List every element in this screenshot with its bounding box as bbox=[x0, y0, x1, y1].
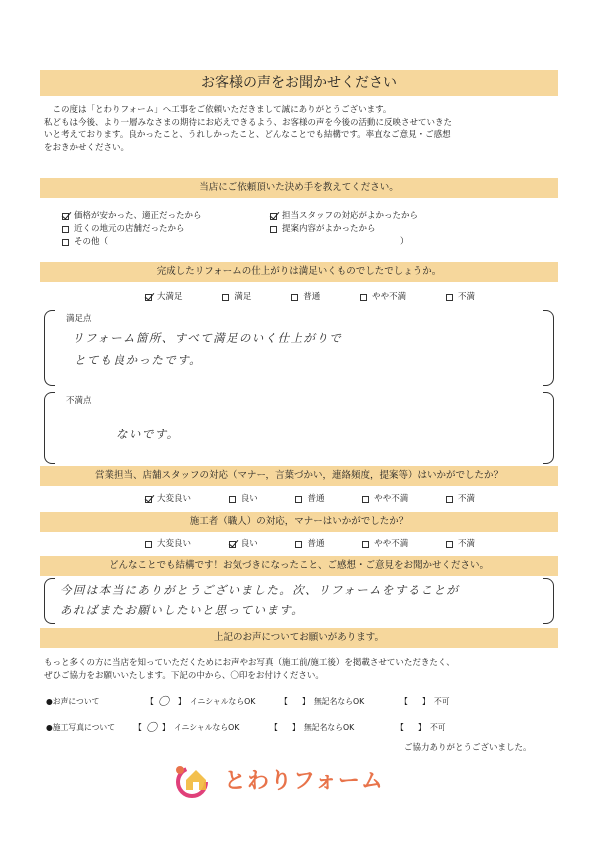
rating-option[interactable]: 普通 bbox=[291, 291, 320, 303]
checkbox[interactable] bbox=[295, 496, 302, 503]
checkbox[interactable] bbox=[62, 213, 69, 220]
checkbox[interactable] bbox=[270, 226, 277, 233]
company-logo bbox=[172, 758, 384, 800]
unsatisfied-label: 不満点 bbox=[66, 396, 92, 406]
bracket-open: 【 bbox=[146, 697, 154, 706]
bracket-open[interactable]: 【 bbox=[280, 697, 288, 706]
intro-line: をおきかせください。 bbox=[44, 142, 130, 153]
q1-option[interactable]: 提案内容がよかったから bbox=[270, 223, 376, 235]
checkbox[interactable] bbox=[62, 226, 69, 233]
circle-mark[interactable]: 〇 bbox=[146, 721, 157, 734]
q1-heading: 当店にご依頼頂いた決め手を教えてください。 bbox=[40, 178, 558, 198]
bracket-open: 【 bbox=[134, 723, 142, 732]
checkbox[interactable] bbox=[446, 294, 453, 301]
bracket-close: 】 bbox=[292, 723, 300, 732]
consent-option: イニシャルならOK bbox=[174, 723, 240, 732]
request-text bbox=[44, 657, 556, 683]
q3-heading: 営業担当、店舗スタッフの対応（マナー，言葉づかい，連絡頻度，提案等）はいかがでしたか？ bbox=[40, 466, 558, 486]
request-line: もっと多くの方に当店を知っていただくためにお声やお写真（施工前/施工後）を掲載させていただきたく、 bbox=[44, 658, 455, 668]
handwritten-text: 今回は本当にありがとうございました。次、リフォームをすることが bbox=[60, 583, 460, 597]
handwritten-text: とても良かったです。 bbox=[74, 353, 203, 367]
rating-option[interactable]: 良い bbox=[229, 493, 258, 505]
checkbox[interactable] bbox=[291, 294, 298, 301]
bracket-close: 】 bbox=[302, 697, 310, 706]
q2-rating bbox=[145, 291, 475, 303]
bracket-open[interactable]: 【 bbox=[400, 697, 408, 706]
checkbox[interactable] bbox=[446, 541, 453, 548]
q3-rating bbox=[145, 493, 475, 505]
rating-option[interactable]: やや不満 bbox=[362, 538, 408, 550]
rating-option[interactable]: 満足 bbox=[222, 291, 251, 303]
circle-mark[interactable]: 〇 bbox=[158, 695, 169, 708]
bracket-close: 】 bbox=[422, 697, 430, 706]
checkbox[interactable] bbox=[145, 496, 152, 503]
request-line: ぜひご協力をお願いいたします。下記の中から、〇印をお付けください。 bbox=[44, 671, 324, 681]
page-title: お客様の声をお聞かせください bbox=[40, 70, 558, 96]
rating-option[interactable]: 良い bbox=[229, 538, 258, 550]
bracket-open[interactable]: 【 bbox=[270, 723, 278, 732]
checkbox[interactable] bbox=[446, 496, 453, 503]
checkbox[interactable] bbox=[360, 294, 367, 301]
rating-option[interactable]: 普通 bbox=[295, 493, 324, 505]
checkbox[interactable] bbox=[222, 294, 229, 301]
intro-text bbox=[44, 104, 556, 154]
handwritten-text: あればまたお願いしたいと思っています。 bbox=[60, 603, 305, 617]
consent-option: 不可 bbox=[434, 697, 450, 706]
consent-option: 不可 bbox=[430, 723, 446, 732]
logo-text: とわりフォーム bbox=[224, 768, 384, 794]
unsatisfied-box[interactable] bbox=[44, 392, 554, 464]
checkbox[interactable] bbox=[145, 541, 152, 548]
q4-rating bbox=[145, 538, 475, 550]
consent-label: ●施工写真について bbox=[46, 723, 116, 732]
rating-option[interactable]: 不満 bbox=[446, 538, 475, 550]
q1-option[interactable]: 価格が安かった、適正だったから bbox=[62, 210, 202, 222]
checkbox[interactable] bbox=[62, 239, 69, 246]
bracket-close: 】 bbox=[418, 723, 426, 732]
q1-option[interactable]: その他（ bbox=[62, 236, 108, 248]
q1-other-close: ） bbox=[400, 237, 409, 247]
comment-box[interactable] bbox=[44, 578, 554, 624]
intro-line: この度は「とわりフォーム」へ工事をご依頼いただきまして誠にありがとうございます。 bbox=[52, 105, 392, 115]
bracket-close: 】 bbox=[162, 723, 170, 732]
handwritten-text: ないです。 bbox=[116, 427, 180, 441]
checkbox[interactable] bbox=[362, 541, 369, 548]
rating-option[interactable]: 大満足 bbox=[145, 291, 183, 303]
rating-option[interactable]: 不満 bbox=[446, 291, 475, 303]
consent-option: 無記名ならOK bbox=[314, 697, 365, 706]
request-heading: 上記のお声についてお願いがあります。 bbox=[40, 628, 558, 648]
rating-option[interactable]: やや不満 bbox=[360, 291, 406, 303]
checkbox[interactable] bbox=[229, 541, 236, 548]
checkbox[interactable] bbox=[362, 496, 369, 503]
rating-option[interactable]: 不満 bbox=[446, 493, 475, 505]
checkbox[interactable] bbox=[295, 541, 302, 548]
q4-heading: 施工者（職人）の対応，マナーはいかがでしたか？ bbox=[40, 512, 558, 532]
thanks-text: ご協力ありがとうございました。 bbox=[404, 743, 532, 753]
logo-mark-icon bbox=[172, 758, 216, 800]
rating-option[interactable]: 大変良い bbox=[145, 538, 191, 550]
intro-line: いと考えております。良かったこと、うれしかったこと、どんなことでも結構です。率直なご意見・ご感想 bbox=[44, 130, 451, 140]
q5-heading: どんなことでも結構です！お気づきになったこと、ご感想・ご意見をお聞かせください。 bbox=[40, 556, 558, 576]
satisfied-label: 満足点 bbox=[66, 314, 92, 324]
q2-heading: 完成したリフォームの仕上がりは満足いくものでしたでしょうか。 bbox=[40, 262, 558, 282]
intro-line: 私どもは今後、より一層みなさまの期待にお応えできるよう、お客様の声を今後の活動に反映させていきた bbox=[44, 117, 453, 128]
checkbox[interactable] bbox=[270, 213, 277, 220]
satisfied-box[interactable] bbox=[44, 310, 554, 386]
checkbox[interactable] bbox=[145, 294, 152, 301]
rating-option[interactable]: 普通 bbox=[295, 538, 324, 550]
consent-label: ●お声について bbox=[46, 697, 100, 706]
consent-option: 無記名ならOK bbox=[304, 723, 355, 732]
q1-option[interactable]: 担当スタッフの対応がよかったから bbox=[270, 210, 418, 222]
consent-option: イニシャルならOK bbox=[190, 697, 256, 706]
bracket-open[interactable]: 【 bbox=[396, 723, 404, 732]
rating-option[interactable]: やや不満 bbox=[362, 493, 408, 505]
handwritten-text: リフォーム箇所、すべて満足のいく仕上がりで bbox=[72, 331, 343, 345]
checkbox[interactable] bbox=[229, 496, 236, 503]
rating-option[interactable]: 大変良い bbox=[145, 493, 191, 505]
q1-option[interactable]: 近くの地元の店舗だったから bbox=[62, 223, 185, 235]
bracket-close: 】 bbox=[178, 697, 186, 706]
